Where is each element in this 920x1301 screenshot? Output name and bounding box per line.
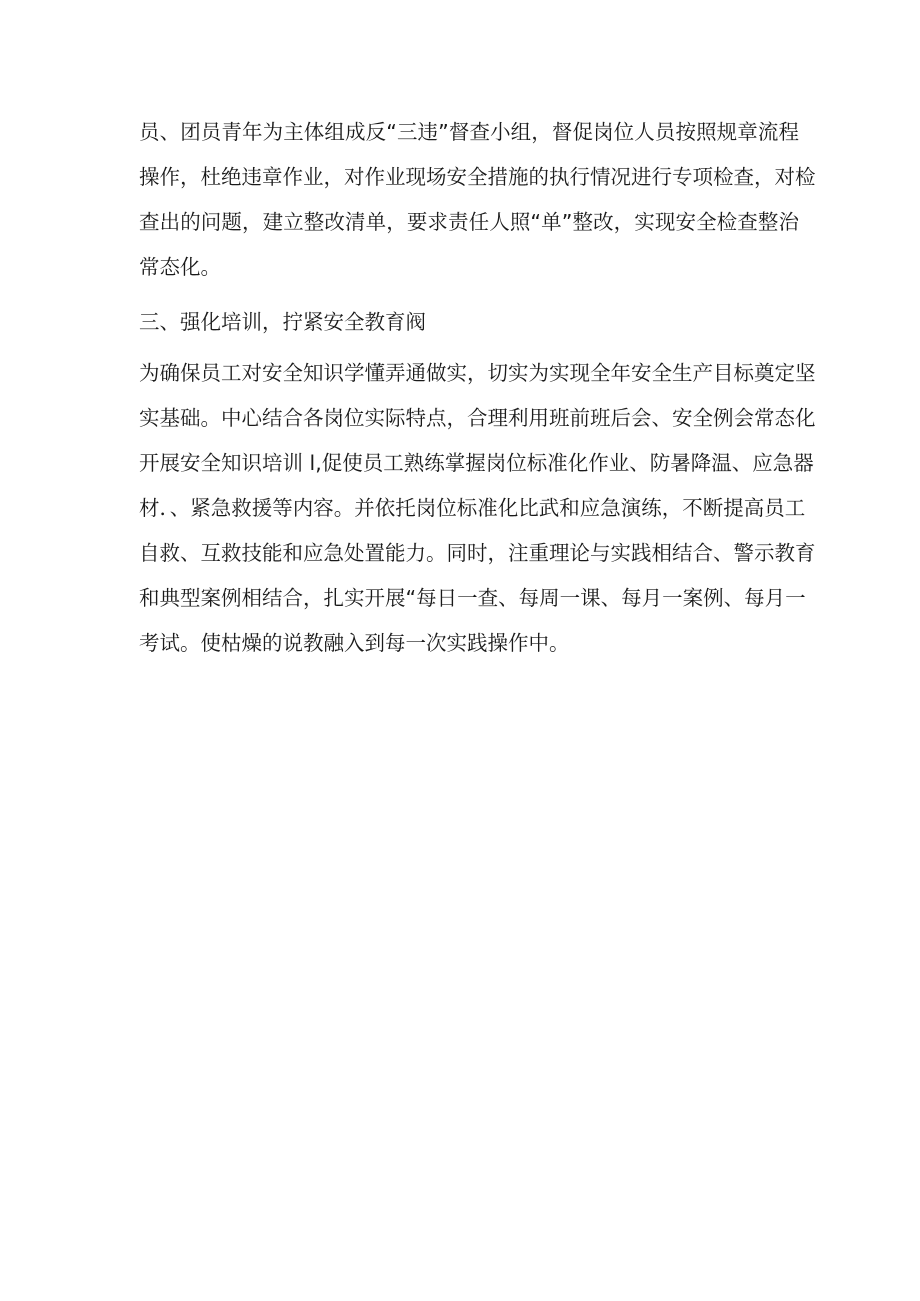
paragraph-2-line-2: 实基础。中心结合各岗位实际特点，合理利用班前班后会、安全例会常态化: [139, 406, 816, 430]
section-heading: 三、强化培训，拧紧安全教育阀: [139, 310, 426, 334]
paragraph-1-line-3: 查出的问题，建立整改清单，要求责任人照“单”整改，实现安全检查整治: [139, 210, 799, 234]
paragraph-2-line-3: 开展安全知识培训 l,促使员工熟练掌握岗位标准化作业、防暑降温、应急器: [139, 451, 814, 475]
paragraph-2-line-5: 自救、互救技能和应急处置能力。同时，注重理论与实践相结合、警示教育: [139, 541, 816, 565]
paragraph-1-line-2: 操作，杜绝违章作业，对作业现场安全措施的执行情况进行专项检查，对检: [139, 165, 816, 189]
paragraph-2-line-1: 为确保员工对安全知识学懂弄通做实，切实为实现全年安全生产目标奠定坚: [139, 361, 816, 385]
paragraph-2-line-4: 材．、紧急救援等内容。并依托岗位标准化比武和应急演练，不断提高员工: [139, 496, 806, 520]
paragraph-1-line-1: 员、团员青年为主体组成反“三违”督查小组，督促岗位人员按照规章流程: [139, 120, 799, 144]
paragraph-1-line-4: 常态化。: [139, 255, 221, 279]
paragraph-2-line-7: 考试。使枯燥的说教融入到每一次实践操作中。: [139, 631, 570, 655]
paragraph-2-line-6: 和典型案例相结合，扎实开展“每日一查、每周一课、每月一案例、每月一: [139, 586, 806, 610]
